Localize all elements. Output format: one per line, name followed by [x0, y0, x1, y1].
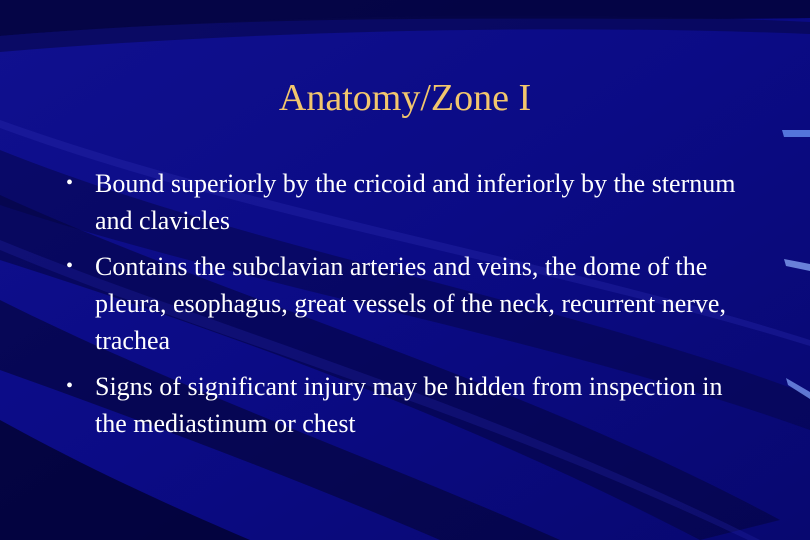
bullet-dot-icon: •: [66, 255, 74, 277]
bullet-item: [60, 368, 740, 442]
bullet-text: Signs of significant injury may be hidden from inspection in the mediastinum or chest: [95, 372, 723, 438]
bullet-list: [60, 165, 740, 451]
bullet-item: [60, 165, 740, 239]
bullet-text: Bound superiorly by the cricoid and inferiorly by the sternum and clavicles: [95, 169, 736, 235]
slide-title: Anatomy/Zone I: [278, 77, 532, 119]
bullet-text: Contains the subclavian arteries and veins, the dome of the pleura, esophagus, great vessels of the neck, recurrent nerve, trachea: [95, 252, 726, 355]
bullet-dot-icon: •: [66, 375, 74, 397]
bullet-item: [60, 248, 740, 359]
bullet-dot-icon: •: [66, 172, 74, 194]
